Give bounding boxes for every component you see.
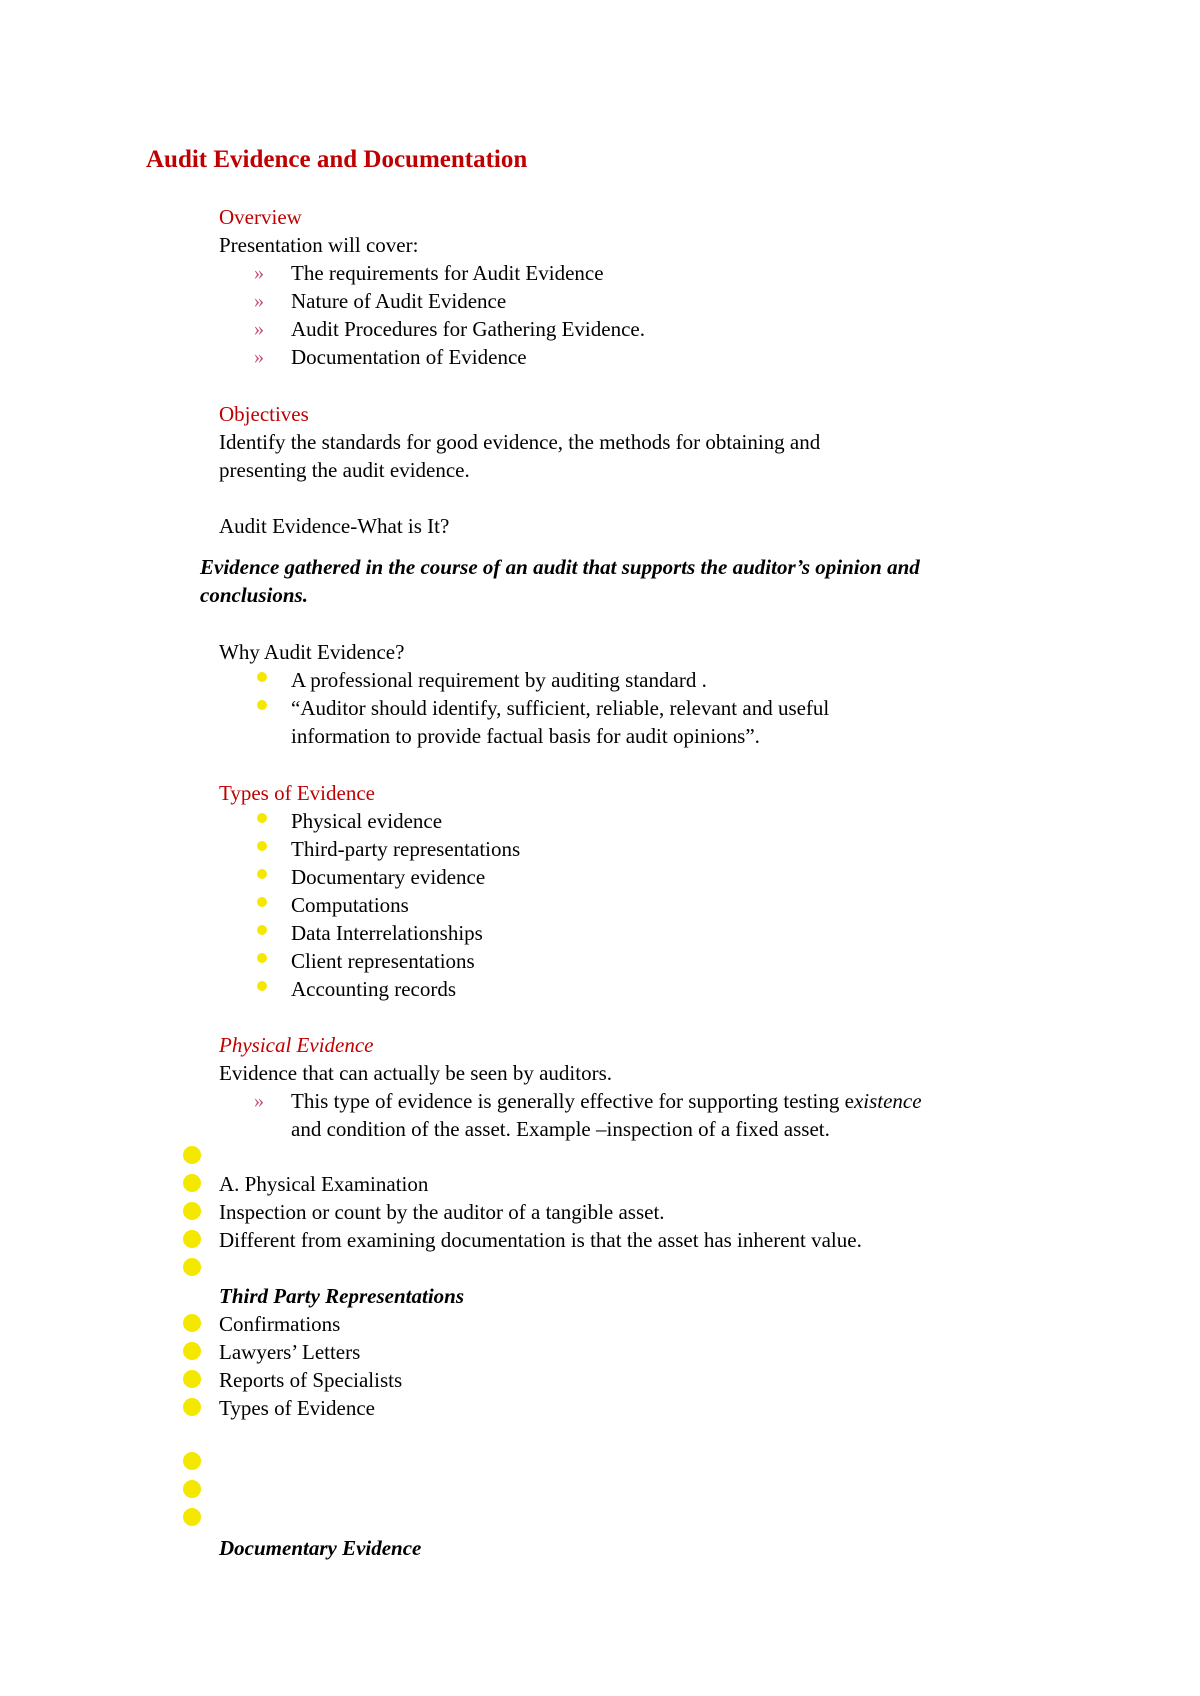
types-item: Computations <box>291 893 409 917</box>
types-item: Documentary evidence <box>291 865 486 889</box>
physical-item: Different from examining documentation is that the asset has inherent value. <box>219 1228 862 1252</box>
bullet-dot-icon <box>257 897 267 907</box>
overview-item: Documentation of Evidence <box>291 345 527 369</box>
bullet-dot-icon <box>183 1174 201 1192</box>
objectives-text-line: presenting the audit evidence. <box>219 458 470 482</box>
bullet-dot-icon <box>183 1398 201 1416</box>
existence-emphasis: xistence <box>853 1089 922 1113</box>
bullet-dot-icon <box>257 813 267 823</box>
document-title: Audit Evidence and Documentation <box>146 146 528 173</box>
types-item: Data Interrelationships <box>291 921 483 945</box>
bullet-dot-icon <box>257 672 267 682</box>
physical-intro: Evidence that can actually be seen by auditors. <box>219 1061 613 1085</box>
bullet-dot-icon <box>183 1258 201 1276</box>
bullet-dot-icon <box>257 841 267 851</box>
third-party-item: Confirmations <box>219 1312 341 1336</box>
third-party-item: Lawyers’ Letters <box>219 1340 361 1364</box>
types-item: Third-party representations <box>291 837 521 861</box>
what-is-it-heading: Audit Evidence-What is It? <box>219 514 450 538</box>
objectives-text-line: Identify the standards for good evidence, the methods for obtaining and <box>219 430 821 454</box>
bullet-dot-icon <box>183 1342 201 1360</box>
overview-heading: Overview <box>219 205 302 229</box>
bullet-dot-icon <box>183 1508 201 1526</box>
why-heading: Why Audit Evidence? <box>219 640 405 664</box>
overview-intro: Presentation will cover: <box>219 233 419 257</box>
documentary-heading: Documentary Evidence <box>219 1536 422 1560</box>
definition-line: Evidence gathered in the course of an audit that supports the auditor’s opinion and <box>200 555 920 579</box>
bullet-dot-icon <box>183 1480 201 1498</box>
types-item: Physical evidence <box>291 809 443 833</box>
bullet-dot-icon <box>257 953 267 963</box>
physical-bullet-text: This type of evidence is generally effective for supporting testing e <box>291 1089 854 1113</box>
bullet-dot-icon <box>183 1370 201 1388</box>
bullet-dot-icon <box>183 1202 201 1220</box>
bullet-dot-icon <box>183 1146 201 1164</box>
double-chevron-icon: » <box>254 1090 264 1112</box>
bullet-dot-icon <box>257 981 267 991</box>
double-chevron-icon: » <box>254 262 264 284</box>
overview-item: Audit Procedures for Gathering Evidence. <box>291 317 645 341</box>
double-chevron-icon: » <box>254 318 264 340</box>
physical-item: A. Physical Examination <box>219 1172 429 1196</box>
types-item: Accounting records <box>291 977 457 1001</box>
bullet-dot-icon <box>257 869 267 879</box>
overview-item: The requirements for Audit Evidence <box>291 261 604 285</box>
bullet-dot-icon <box>257 700 267 710</box>
objectives-heading: Objectives <box>219 402 309 426</box>
bullet-dot-icon <box>183 1314 201 1332</box>
double-chevron-icon: » <box>254 290 264 312</box>
why-item: A professional requirement by auditing standard . <box>291 668 707 692</box>
types-item: Client representations <box>291 949 475 973</box>
types-heading: Types of Evidence <box>219 781 375 805</box>
third-party-item: Reports of Specialists <box>219 1368 403 1392</box>
bullet-dot-icon <box>183 1452 201 1470</box>
third-party-item: Types of Evidence <box>219 1396 375 1420</box>
definition-line: conclusions. <box>200 583 308 607</box>
why-item: “Auditor should identify, sufficient, reliable, relevant and useful <box>291 696 830 720</box>
physical-heading: Physical Evidence <box>219 1033 374 1057</box>
bullet-dot-icon <box>183 1230 201 1248</box>
bullet-dot-icon <box>257 925 267 935</box>
double-chevron-icon: » <box>254 346 264 368</box>
overview-item: Nature of Audit Evidence <box>291 289 507 313</box>
why-item-continuation: information to provide factual basis for audit opinions”. <box>291 724 760 748</box>
third-party-heading: Third Party Representations <box>219 1284 465 1308</box>
physical-bullet-line: and condition of the asset. Example –inspection of a fixed asset. <box>291 1117 830 1141</box>
physical-item: Inspection or count by the auditor of a tangible asset. <box>219 1200 665 1224</box>
physical-bullet-line <box>291 1087 922 1115</box>
